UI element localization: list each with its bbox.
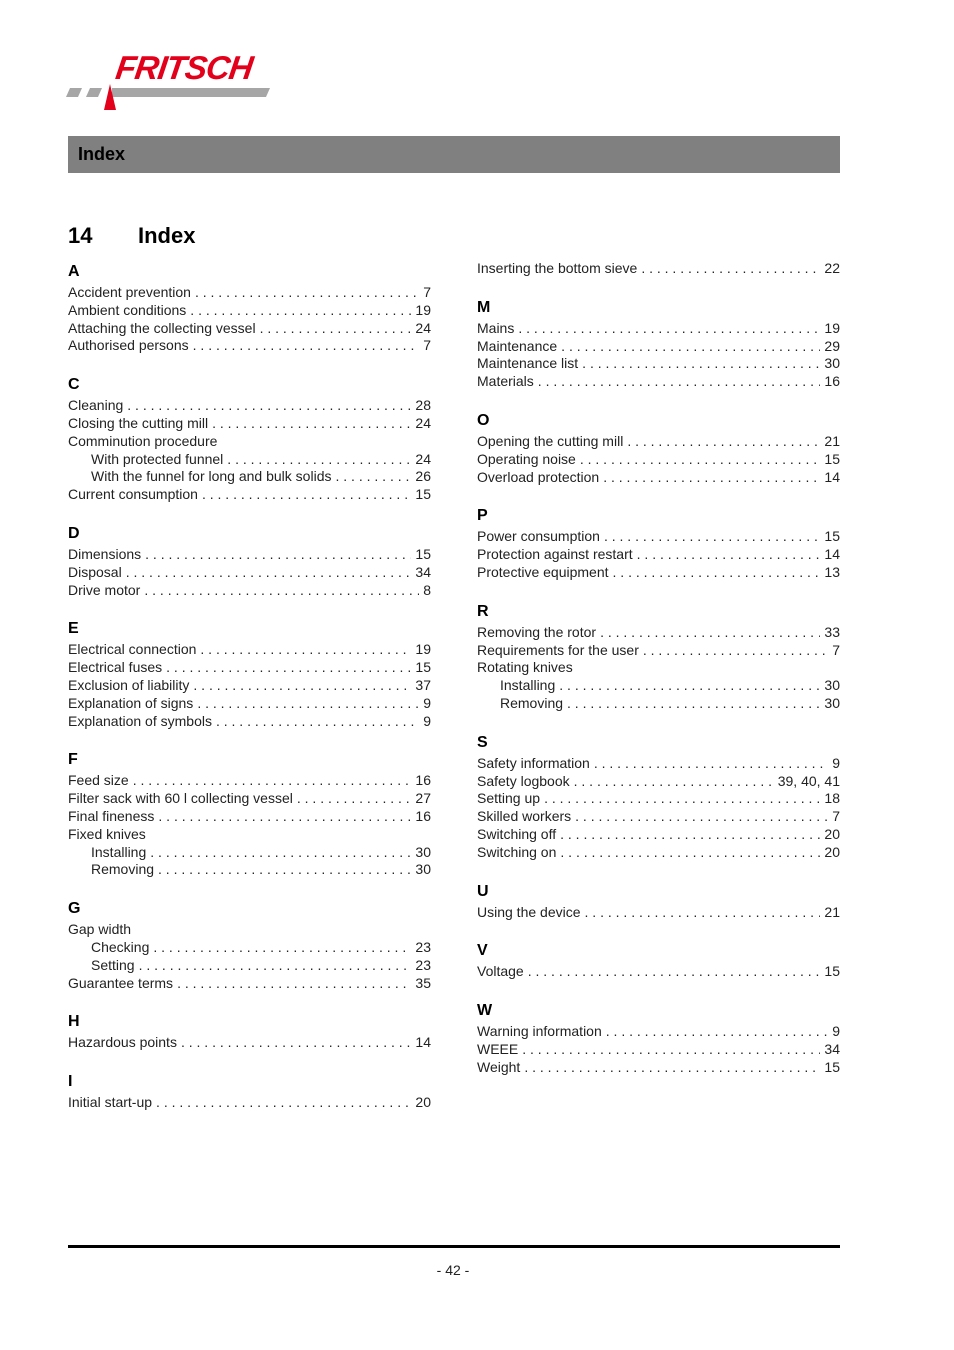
dot-leader (158, 808, 411, 826)
index-entry (477, 904, 840, 922)
index-page-ref: 19 (415, 301, 431, 318)
logo-stripes-graphic (66, 84, 276, 112)
index-term: Removing (91, 861, 155, 878)
index-entry (477, 808, 840, 826)
index-page-ref: 18 (824, 790, 840, 807)
fritsch-logo (66, 50, 286, 112)
index-entry (68, 564, 431, 582)
index-entry (477, 790, 840, 808)
index-entry (68, 1094, 431, 1112)
index-letter: R (477, 602, 489, 620)
section-title: Index (78, 144, 126, 164)
dot-leader (144, 582, 419, 600)
index-term: Authorised persons (68, 337, 189, 354)
index-page-ref: 24 (415, 414, 431, 431)
index-entry (68, 659, 431, 677)
index-term: Skilled workers (477, 808, 572, 825)
dot-leader (156, 1094, 411, 1112)
index-entry (477, 844, 840, 862)
dot-leader (594, 755, 828, 773)
dot-leader (524, 1059, 820, 1077)
index-page-ref: 27 (415, 790, 431, 807)
index-entry (68, 790, 431, 808)
dot-leader (643, 642, 828, 660)
dot-leader (190, 302, 411, 320)
index-term: Mains (477, 319, 515, 336)
index-entry (477, 355, 840, 373)
index-term: Opening the cutting mill (477, 432, 624, 449)
index-page-ref: 14 (415, 1034, 431, 1051)
dot-leader (335, 468, 411, 486)
index-letter: G (68, 900, 81, 918)
index-entry (68, 284, 431, 302)
index-entry (68, 713, 431, 731)
index-term: Using the device (477, 903, 581, 920)
index-entry (477, 433, 840, 451)
index-term: Hazardous points (68, 1034, 177, 1051)
dot-leader (153, 939, 411, 957)
index-group (68, 619, 431, 730)
index-page-ref: 21 (824, 432, 840, 449)
dot-leader (561, 338, 820, 356)
index-group (477, 882, 840, 922)
index-term: Feed size (68, 772, 129, 789)
chapter-number: 14 (68, 223, 93, 248)
index-entry (477, 1023, 840, 1041)
index-letter: U (477, 882, 489, 900)
index-page-ref: 15 (824, 528, 840, 545)
dot-leader (600, 624, 820, 642)
index-entry (477, 564, 840, 582)
dot-leader (613, 564, 821, 582)
index-entry (477, 642, 840, 660)
dot-leader (181, 1034, 411, 1052)
index-page-ref: 35 (415, 974, 431, 991)
index-term: Maintenance (477, 337, 558, 354)
index-term: With protected funnel (91, 450, 224, 467)
index-term: Inserting the bottom sieve (477, 260, 638, 276)
logo-wordmark: FRITSCH (113, 49, 255, 86)
index-group (477, 260, 840, 278)
index-entry (68, 861, 431, 879)
index-page-ref: 15 (824, 1058, 840, 1075)
dot-leader (606, 1023, 828, 1041)
index-entry (477, 1059, 840, 1077)
index-term: Weight (477, 1058, 521, 1075)
index-entry (477, 826, 840, 844)
dot-leader (604, 528, 820, 546)
index-page-ref: 29 (824, 337, 840, 354)
dot-leader (260, 320, 412, 338)
dot-leader (227, 451, 411, 469)
index-page-ref: 23 (415, 938, 431, 955)
dot-leader (574, 773, 774, 791)
index-page-ref: 15 (824, 450, 840, 467)
index-term: With the funnel for long and bulk solids (91, 468, 332, 485)
index-page-ref: 30 (824, 694, 840, 711)
index-entry (477, 773, 840, 791)
index-letter: I (68, 1073, 73, 1091)
index-page-ref: 23 (415, 956, 431, 973)
index-group (477, 506, 840, 581)
index-entry (68, 939, 431, 957)
index-entry (477, 695, 840, 713)
dot-leader (637, 546, 821, 564)
dot-leader (193, 337, 420, 355)
index-letter: O (477, 411, 490, 429)
index-letter: S (477, 733, 488, 751)
index-page-ref: 30 (824, 677, 840, 694)
index-term: Requirements for the user (477, 641, 639, 658)
dot-leader (585, 904, 821, 922)
index-page-ref: 30 (415, 843, 431, 860)
index-entry (477, 373, 840, 391)
index-page-ref: 9 (832, 754, 840, 771)
index-page-ref: 30 (824, 355, 840, 372)
dot-leader (567, 695, 820, 713)
index-page-ref: 28 (415, 397, 431, 414)
index-group (68, 375, 431, 504)
dot-leader (150, 844, 411, 862)
index-entry (68, 695, 431, 713)
index-term: WEEE (477, 1040, 519, 1057)
index-term: Electrical connection (68, 641, 197, 658)
index-term: Installing (91, 843, 147, 860)
dot-leader (193, 677, 411, 695)
footer-rule (68, 1245, 840, 1248)
index-entry (477, 755, 840, 773)
index-page-ref: 19 (415, 641, 431, 658)
index-group (68, 524, 431, 599)
dot-leader (216, 713, 419, 731)
dot-leader (200, 641, 411, 659)
index-term: Dimensions (68, 545, 142, 562)
dot-leader (127, 397, 411, 415)
index-page-ref: 21 (824, 903, 840, 920)
index-term: Final fineness (68, 807, 155, 824)
index-term: Disposal (68, 563, 122, 580)
index-entry (68, 677, 431, 695)
index-page-ref: 7 (423, 337, 431, 354)
index-page-ref: 7 (832, 808, 840, 825)
index-page-ref: 33 (824, 623, 840, 640)
index-page-ref: 15 (415, 545, 431, 562)
index-group (68, 1072, 431, 1112)
index-page-ref: 30 (415, 861, 431, 878)
index-term: Setting (91, 956, 135, 973)
index-term: Materials (477, 373, 534, 390)
index-page-ref: 15 (415, 486, 431, 503)
dot-leader (195, 284, 419, 302)
index-entry (477, 1041, 840, 1059)
dot-leader (166, 659, 411, 677)
index-entry (68, 844, 431, 862)
index-entry (68, 320, 431, 338)
dot-leader (580, 451, 821, 469)
index-term: Installing (500, 677, 556, 694)
index-entry (477, 260, 840, 278)
index-page-ref: 34 (824, 1040, 840, 1057)
index-letter: M (477, 298, 491, 316)
index-page-ref: 9 (423, 694, 431, 711)
index-letter: C (68, 376, 80, 394)
index-group (477, 733, 840, 862)
index-page-ref: 8 (423, 581, 431, 598)
index-term: Voltage (477, 963, 524, 980)
index-page-ref: 15 (824, 963, 840, 980)
index-letter: A (68, 263, 80, 280)
index-page-ref: 26 (415, 468, 431, 485)
index-entry (68, 921, 431, 939)
index-term: Protective equipment (477, 563, 609, 580)
index-letter: P (477, 507, 488, 525)
dot-leader (197, 695, 419, 713)
dot-leader (212, 415, 411, 433)
dot-leader (133, 772, 412, 790)
index-page-ref: 7 (832, 641, 840, 658)
dot-leader (603, 469, 820, 487)
index-entry (68, 546, 431, 564)
page-number: - 42 - (436, 1262, 470, 1278)
dot-leader (559, 677, 820, 695)
index-letter: D (68, 524, 80, 542)
dot-leader (202, 486, 411, 504)
index-term: Safety information (477, 754, 590, 771)
index-entry (477, 469, 840, 487)
index-term: Rotating knives (477, 659, 573, 676)
index-term: Removing (500, 694, 564, 711)
dot-leader (177, 975, 411, 993)
index-entry (68, 433, 431, 451)
dot-leader (560, 826, 820, 844)
index-page-ref: 22 (824, 260, 840, 276)
dot-leader (522, 1041, 820, 1059)
index-entry (68, 415, 431, 433)
index-term: Fixed knives (68, 825, 146, 842)
index-term: Initial start-up (68, 1094, 153, 1111)
dot-leader (126, 564, 412, 582)
index-entry (68, 397, 431, 415)
index-entry (68, 826, 431, 844)
index-term: Checking (91, 938, 150, 955)
dot-leader (544, 790, 820, 808)
index-page-ref: 20 (824, 843, 840, 860)
index-term: Removing the rotor (477, 623, 597, 640)
chapter-heading (68, 223, 195, 249)
index-group (477, 298, 840, 391)
index-page-ref: 39, 40, 41 (777, 772, 840, 789)
index-entry (477, 528, 840, 546)
dot-leader (145, 546, 411, 564)
index-term: Overload protection (477, 468, 600, 485)
index-page-ref: 20 (415, 1094, 431, 1111)
index-term: Warning information (477, 1023, 602, 1040)
index-term: Filter sack with 60 l collecting vessel (68, 790, 293, 807)
index-group (477, 941, 840, 981)
index-entry (68, 641, 431, 659)
index-entry (68, 451, 431, 469)
index-entry (477, 624, 840, 642)
index-group (477, 411, 840, 486)
index-entry (68, 582, 431, 600)
index-entry (68, 957, 431, 975)
index-page-ref: 9 (423, 712, 431, 729)
index-page-ref: 19 (824, 319, 840, 336)
index-group (68, 262, 431, 355)
index-term: Attaching the collecting vessel (68, 319, 256, 336)
dot-leader (528, 963, 821, 981)
index-term: Operating noise (477, 450, 576, 467)
index-entry (477, 451, 840, 469)
index-letter: H (68, 1013, 80, 1031)
dot-leader (158, 861, 411, 879)
index-page-ref: 37 (415, 676, 431, 693)
index-group (477, 602, 840, 713)
index-term: Gap width (68, 921, 132, 938)
index-letter: E (68, 620, 79, 638)
index-page-ref: 15 (415, 659, 431, 676)
dot-leader (538, 373, 821, 391)
index-entry (68, 468, 431, 486)
index-term: Setting up (477, 790, 541, 807)
chapter-title: Index (138, 223, 196, 248)
index-entry (477, 677, 840, 695)
index-page-ref: 24 (415, 450, 431, 467)
index-page-ref: 16 (415, 772, 431, 789)
index-page-ref: 34 (415, 563, 431, 580)
index-term: Power consumption (477, 528, 600, 545)
index-term: Protection against restart (477, 546, 633, 563)
index-column-right (477, 260, 840, 1097)
index-letter: F (68, 751, 78, 769)
dot-leader (139, 957, 412, 975)
index-group (68, 750, 431, 879)
index-term: Maintenance list (477, 355, 579, 372)
index-term: Cleaning (68, 397, 124, 414)
index-entry (477, 546, 840, 564)
dot-leader (297, 790, 412, 808)
index-term: Switching on (477, 843, 557, 860)
index-column-left (68, 262, 431, 1132)
index-page-ref: 16 (824, 373, 840, 390)
index-term: Safety logbook (477, 772, 570, 789)
index-entry (68, 302, 431, 320)
index-entry (68, 772, 431, 790)
index-term: Current consumption (68, 486, 198, 503)
index-entry (477, 338, 840, 356)
dot-leader (641, 260, 820, 278)
index-entry (68, 337, 431, 355)
dot-leader (560, 844, 820, 862)
index-group (477, 1001, 840, 1076)
index-entry (68, 1034, 431, 1052)
index-page-ref: 9 (832, 1023, 840, 1040)
dot-leader (575, 808, 828, 826)
index-entry (477, 963, 840, 981)
section-header-bar (68, 136, 840, 173)
index-entry (477, 659, 840, 677)
dot-leader (627, 433, 820, 451)
index-page-ref: 14 (824, 468, 840, 485)
index-entry (68, 975, 431, 993)
index-term: Guarantee terms (68, 974, 174, 991)
index-letter: W (477, 1002, 493, 1020)
index-page-ref: 20 (824, 825, 840, 842)
index-page-ref: 7 (423, 284, 431, 300)
index-entry (68, 808, 431, 826)
index-entry (477, 320, 840, 338)
index-group (68, 899, 431, 992)
index-entry (68, 486, 431, 504)
index-term: Explanation of symbols (68, 712, 212, 729)
index-term: Comminution procedure (68, 432, 218, 449)
dot-leader (518, 320, 820, 338)
index-group (68, 1012, 431, 1052)
index-term: Closing the cutting mill (68, 414, 209, 431)
index-term: Drive motor (68, 581, 141, 598)
index-term: Switching off (477, 825, 557, 842)
index-letter: V (477, 942, 488, 960)
index-term: Accident prevention (68, 284, 191, 300)
index-page-ref: 24 (415, 319, 431, 336)
index-term: Exclusion of liability (68, 676, 190, 693)
index-term: Electrical fuses (68, 659, 163, 676)
index-term: Explanation of signs (68, 694, 194, 711)
dot-leader (582, 355, 820, 373)
index-term: Ambient conditions (68, 301, 187, 318)
index-page-ref: 13 (824, 563, 840, 580)
index-page-ref: 14 (824, 546, 840, 563)
index-page-ref: 16 (415, 807, 431, 824)
